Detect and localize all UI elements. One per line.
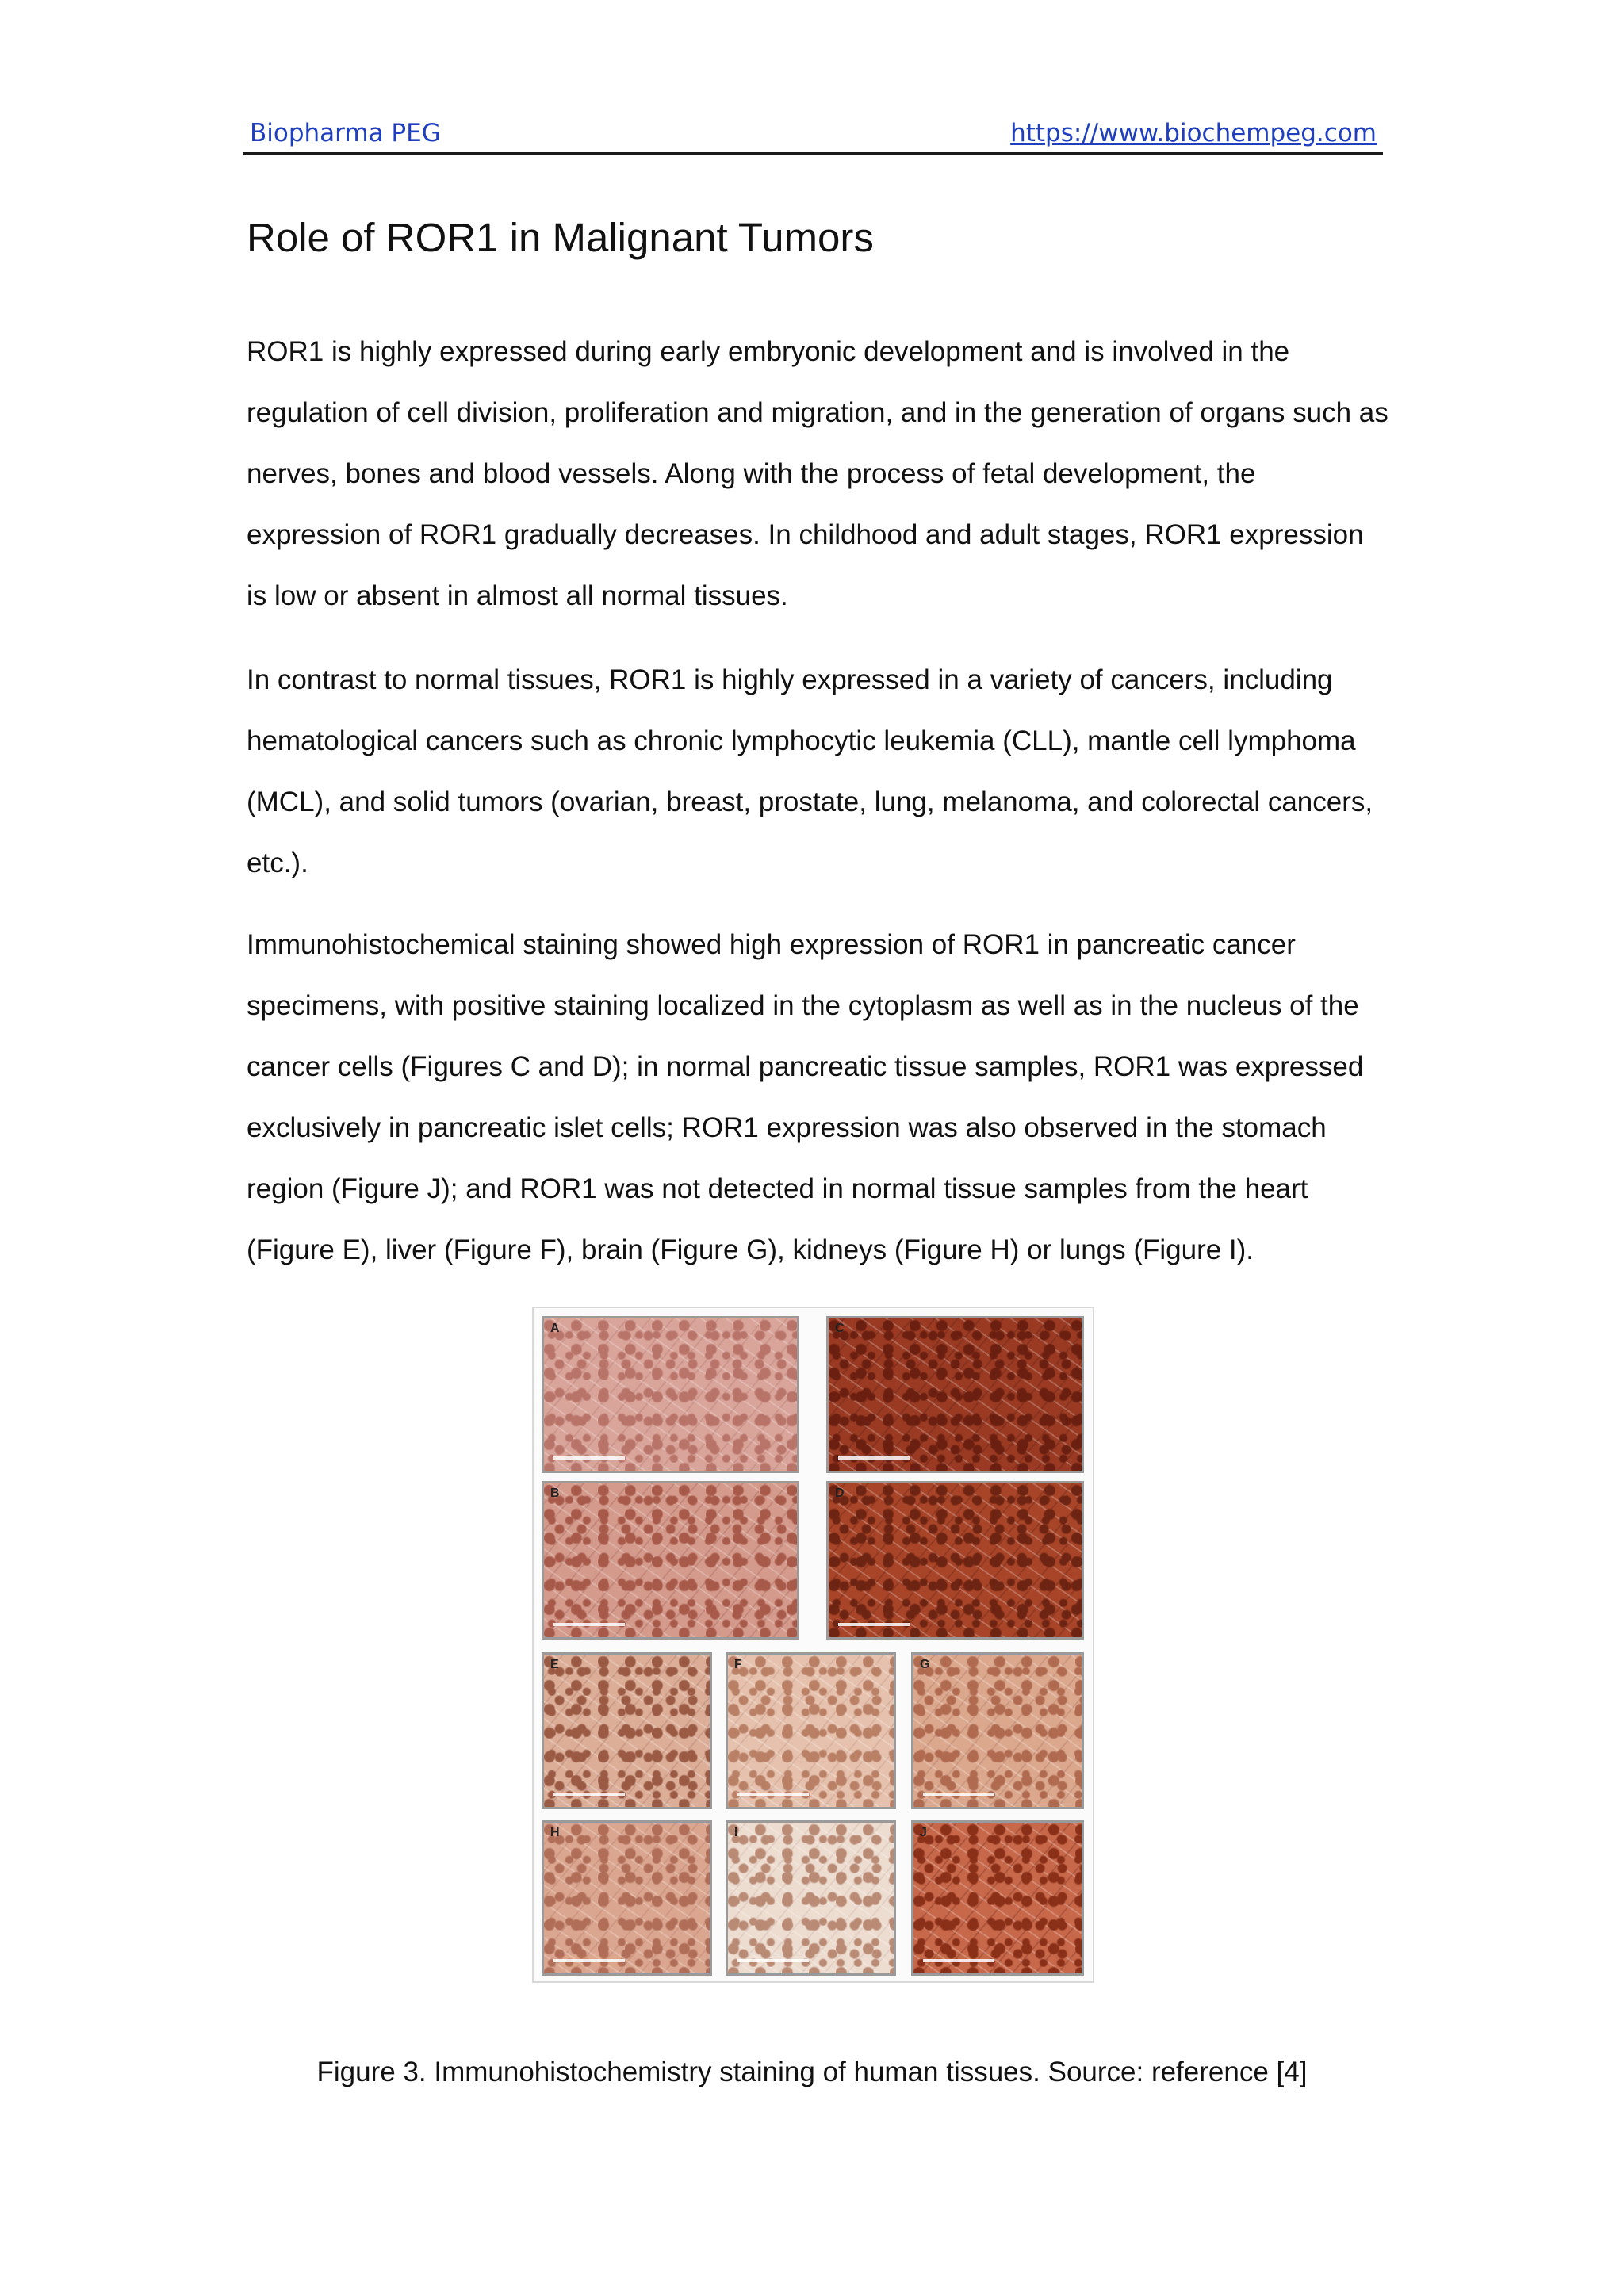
scale-bar	[553, 1456, 625, 1460]
panel-label: B	[550, 1487, 560, 1500]
scale-bar	[923, 1793, 994, 1796]
page-title: Role of ROR1 in Malignant Tumors	[247, 215, 874, 260]
paragraph-2: In contrast to normal tissues, ROR1 is highly expressed in a variety of cancers, including hematological cancers such as chronic lymphocytic leukemia (CLL), mantle cell lymphoma (MCL), and solid tumors (ovarian, breast, prostate, lung, melanoma, and colorectal cancers, etc.).	[247, 664, 1373, 878]
scale-bar	[553, 1793, 625, 1796]
figure-panel-d	[826, 1481, 1084, 1640]
scale-bar	[838, 1456, 910, 1460]
figure-panel-a	[542, 1316, 799, 1473]
panel-label: G	[920, 1658, 930, 1671]
scale-bar	[553, 1959, 625, 1962]
brand-name: Biopharma PEG	[250, 119, 441, 147]
panel-label: J	[920, 1826, 927, 1839]
figure-panel-f	[726, 1652, 896, 1809]
figure-panel-g	[911, 1652, 1084, 1809]
panel-label: D	[835, 1487, 845, 1500]
scale-bar	[923, 1959, 994, 1962]
paragraph-3: Immunohistochemical staining showed high expression of ROR1 in pancreatic cancer specimens, with positive staining localized in the cytoplasm as well as in the nucleus of the cancer cells (Figures C and D); in normal pancreatic tissue samples, ROR1 was expressed exclusively in pancreatic islet cells; ROR1 expression was also observed in the stomach region (Figure J); and ROR1 was not detected in normal tissue samples from the heart (Figure E), liver (Figure F), brain (Figure G), kidneys (Figure H) or lungs (Figure I).	[247, 929, 1364, 1265]
scale-bar	[553, 1623, 625, 1626]
panel-label: E	[550, 1658, 559, 1671]
figure-panel-b	[542, 1481, 799, 1640]
panel-label: I	[734, 1826, 738, 1839]
panel-label: H	[550, 1826, 560, 1839]
figure-panel-e	[542, 1652, 712, 1809]
website-link[interactable]: https://www.biochempeg.com	[1010, 119, 1377, 147]
page-header	[243, 119, 1383, 155]
panel-label: C	[835, 1322, 845, 1335]
paragraph-1: ROR1 is highly expressed during early embryonic development and is involved in the regulation of cell division, proliferation and migration, and in the generation of organs such as nerves, bones and blood vessels. Along with the process of fetal development, the expression of ROR1 gradually decreases. In childhood and adult stages, ROR1 expression is low or absent in almost all normal tissues.	[247, 336, 1388, 611]
scale-bar	[737, 1959, 809, 1962]
panel-label: A	[550, 1322, 560, 1335]
figure-panel-c	[826, 1316, 1084, 1473]
figure-panel-j	[911, 1820, 1084, 1976]
scale-bar	[737, 1793, 809, 1796]
scale-bar	[838, 1623, 910, 1626]
figure-caption: Figure 3. Immunohistochemistry staining of human tissues. Source: reference [4]	[316, 2057, 1308, 2087]
figure-panel-h	[542, 1820, 712, 1976]
panel-label: F	[734, 1658, 742, 1671]
figure-panel-i	[726, 1820, 896, 1976]
ihc-figure	[532, 1307, 1094, 1983]
